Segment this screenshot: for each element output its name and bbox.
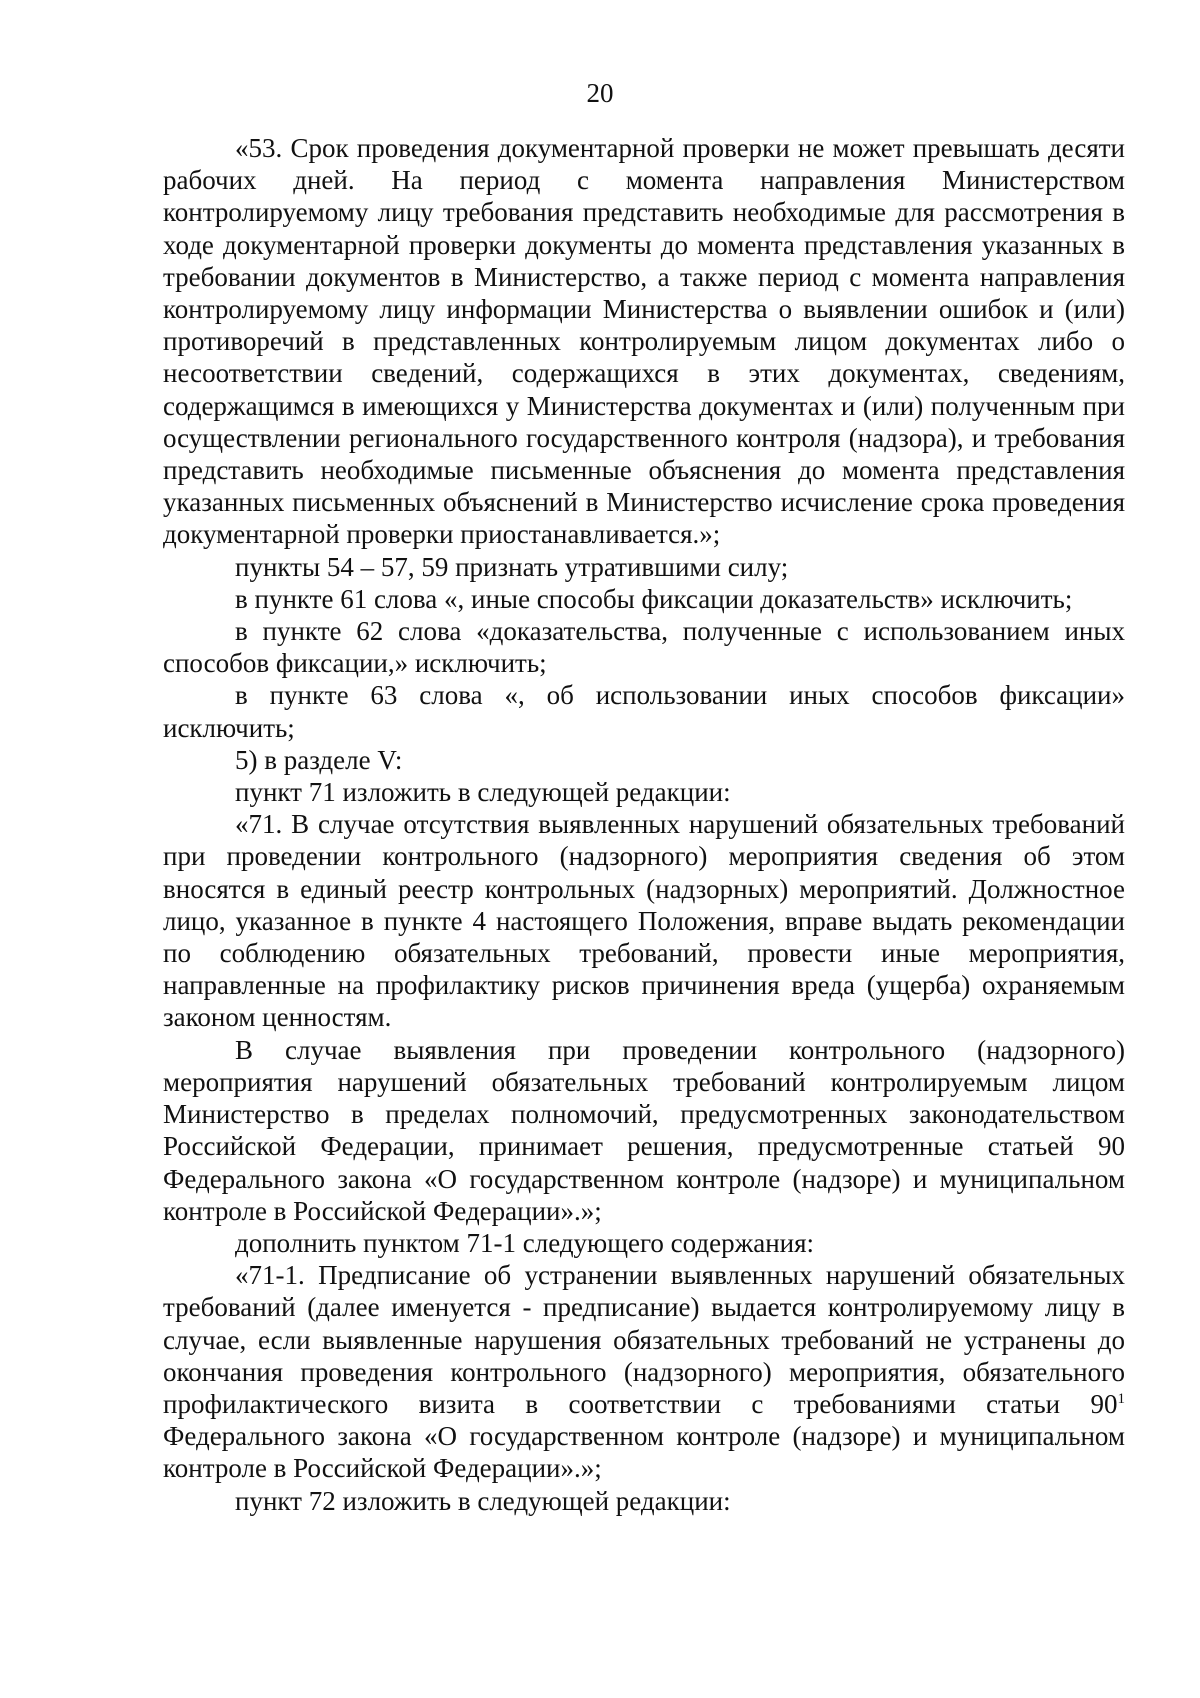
paragraph-points-54-57: пункты 54 – 57, 59 признать утратившими силу;: [235, 551, 789, 582]
document-body: [163, 132, 1125, 1517]
paragraph-section-v: 5) в разделе V:: [235, 744, 403, 775]
page-number: 20: [586, 78, 614, 108]
paragraph-point-62: в пункте 62 слова «доказательства, полученные с использованием иных способов фиксации,» исключить;: [163, 616, 1125, 679]
paragraph-point-61: в пункте 61 слова «, иные способы фиксации доказательств» исключить;: [235, 583, 1073, 614]
paragraph-71: «71. В случае отсутствия выявленных нарушений обязательных требований при проведении контрольного (надзорного) мероприятия сведения об этом вносятся в единый реестр контрольных (надзорных) мероприятий. Должностное лицо, указанное в пункте 4 настоящего Положения, вправе выдать рекомендации по соблюдению обязательных требований, провести иные мероприятия, направленные на профилактику рисков причинения вреда (ущерба) охраняемым законом ценностям.: [163, 809, 1125, 1033]
paragraph-71-second: В случае выявления при проведении контрольного (надзорного) мероприятия нарушений обязательных требований контролируемым лицом Министерство в пределах полномочий, предусмотренных законодательством Российской Федерации, принимает решения, предусмотренные статьей 90 Федерального закона «О государственном контроле (надзоре) и муниципальном контроле в Российской Федерации».»;: [163, 1034, 1125, 1226]
paragraph-71-1-text: «71-1. Предписание об устранении выявленных нарушений обязательных требований (далее именуется - предписание) выдается контролируемому лицу в случае, если выявленные нарушения обязательных требований не устранены до окончания проведения контрольного (надзорного) мероприятия, обязательного профилактического визита в соответствии с требованиями статьи 90: [163, 1260, 1125, 1419]
paragraph-point-63: в пункте 63 слова «, об использовании иных способов фиксации» исключить;: [163, 680, 1125, 743]
paragraph-71-1-intro: дополнить пунктом 71-1 следующего содержания:: [235, 1227, 815, 1258]
paragraph-71-1-text-end: Федерального закона «О государственном контроле (надзоре) и муниципальном контроле в Российской Федерации».»;: [163, 1421, 1125, 1484]
paragraph-point-72-intro: пункт 72 изложить в следующей редакции:: [235, 1485, 731, 1516]
superscript-footnote: 1: [1117, 1390, 1125, 1407]
paragraph-71-1: [163, 1259, 1125, 1484]
paragraph-point-71-intro: пункт 71 изложить в следующей редакции:: [235, 777, 731, 808]
paragraph-53: «53. Срок проведения документарной проверки не может превышать десяти рабочих дней. На период с момента направления Министерством контролируемому лицу требования представить необходимые для рассмотрения в ходе документарной проверки документы до момента представления указанных в требовании документов в Министерство, а также период с момента направления контролируемому лицу информации Министерства о выявлении ошибок и (или) противоречий в представленных контролируемым лицом документах либо о несоответствии сведений, содержащихся в этих документах, сведениям, содержащимся в имеющихся у Министерства документах и (или) полученным при осуществлении регионального государственного контроля (надзора), и требования представить необходимые письменные объяснения до момента представления указанных письменных объяснений в Министерство исчисление срока проведения документарной проверки приостанавливается.»;: [163, 133, 1125, 550]
